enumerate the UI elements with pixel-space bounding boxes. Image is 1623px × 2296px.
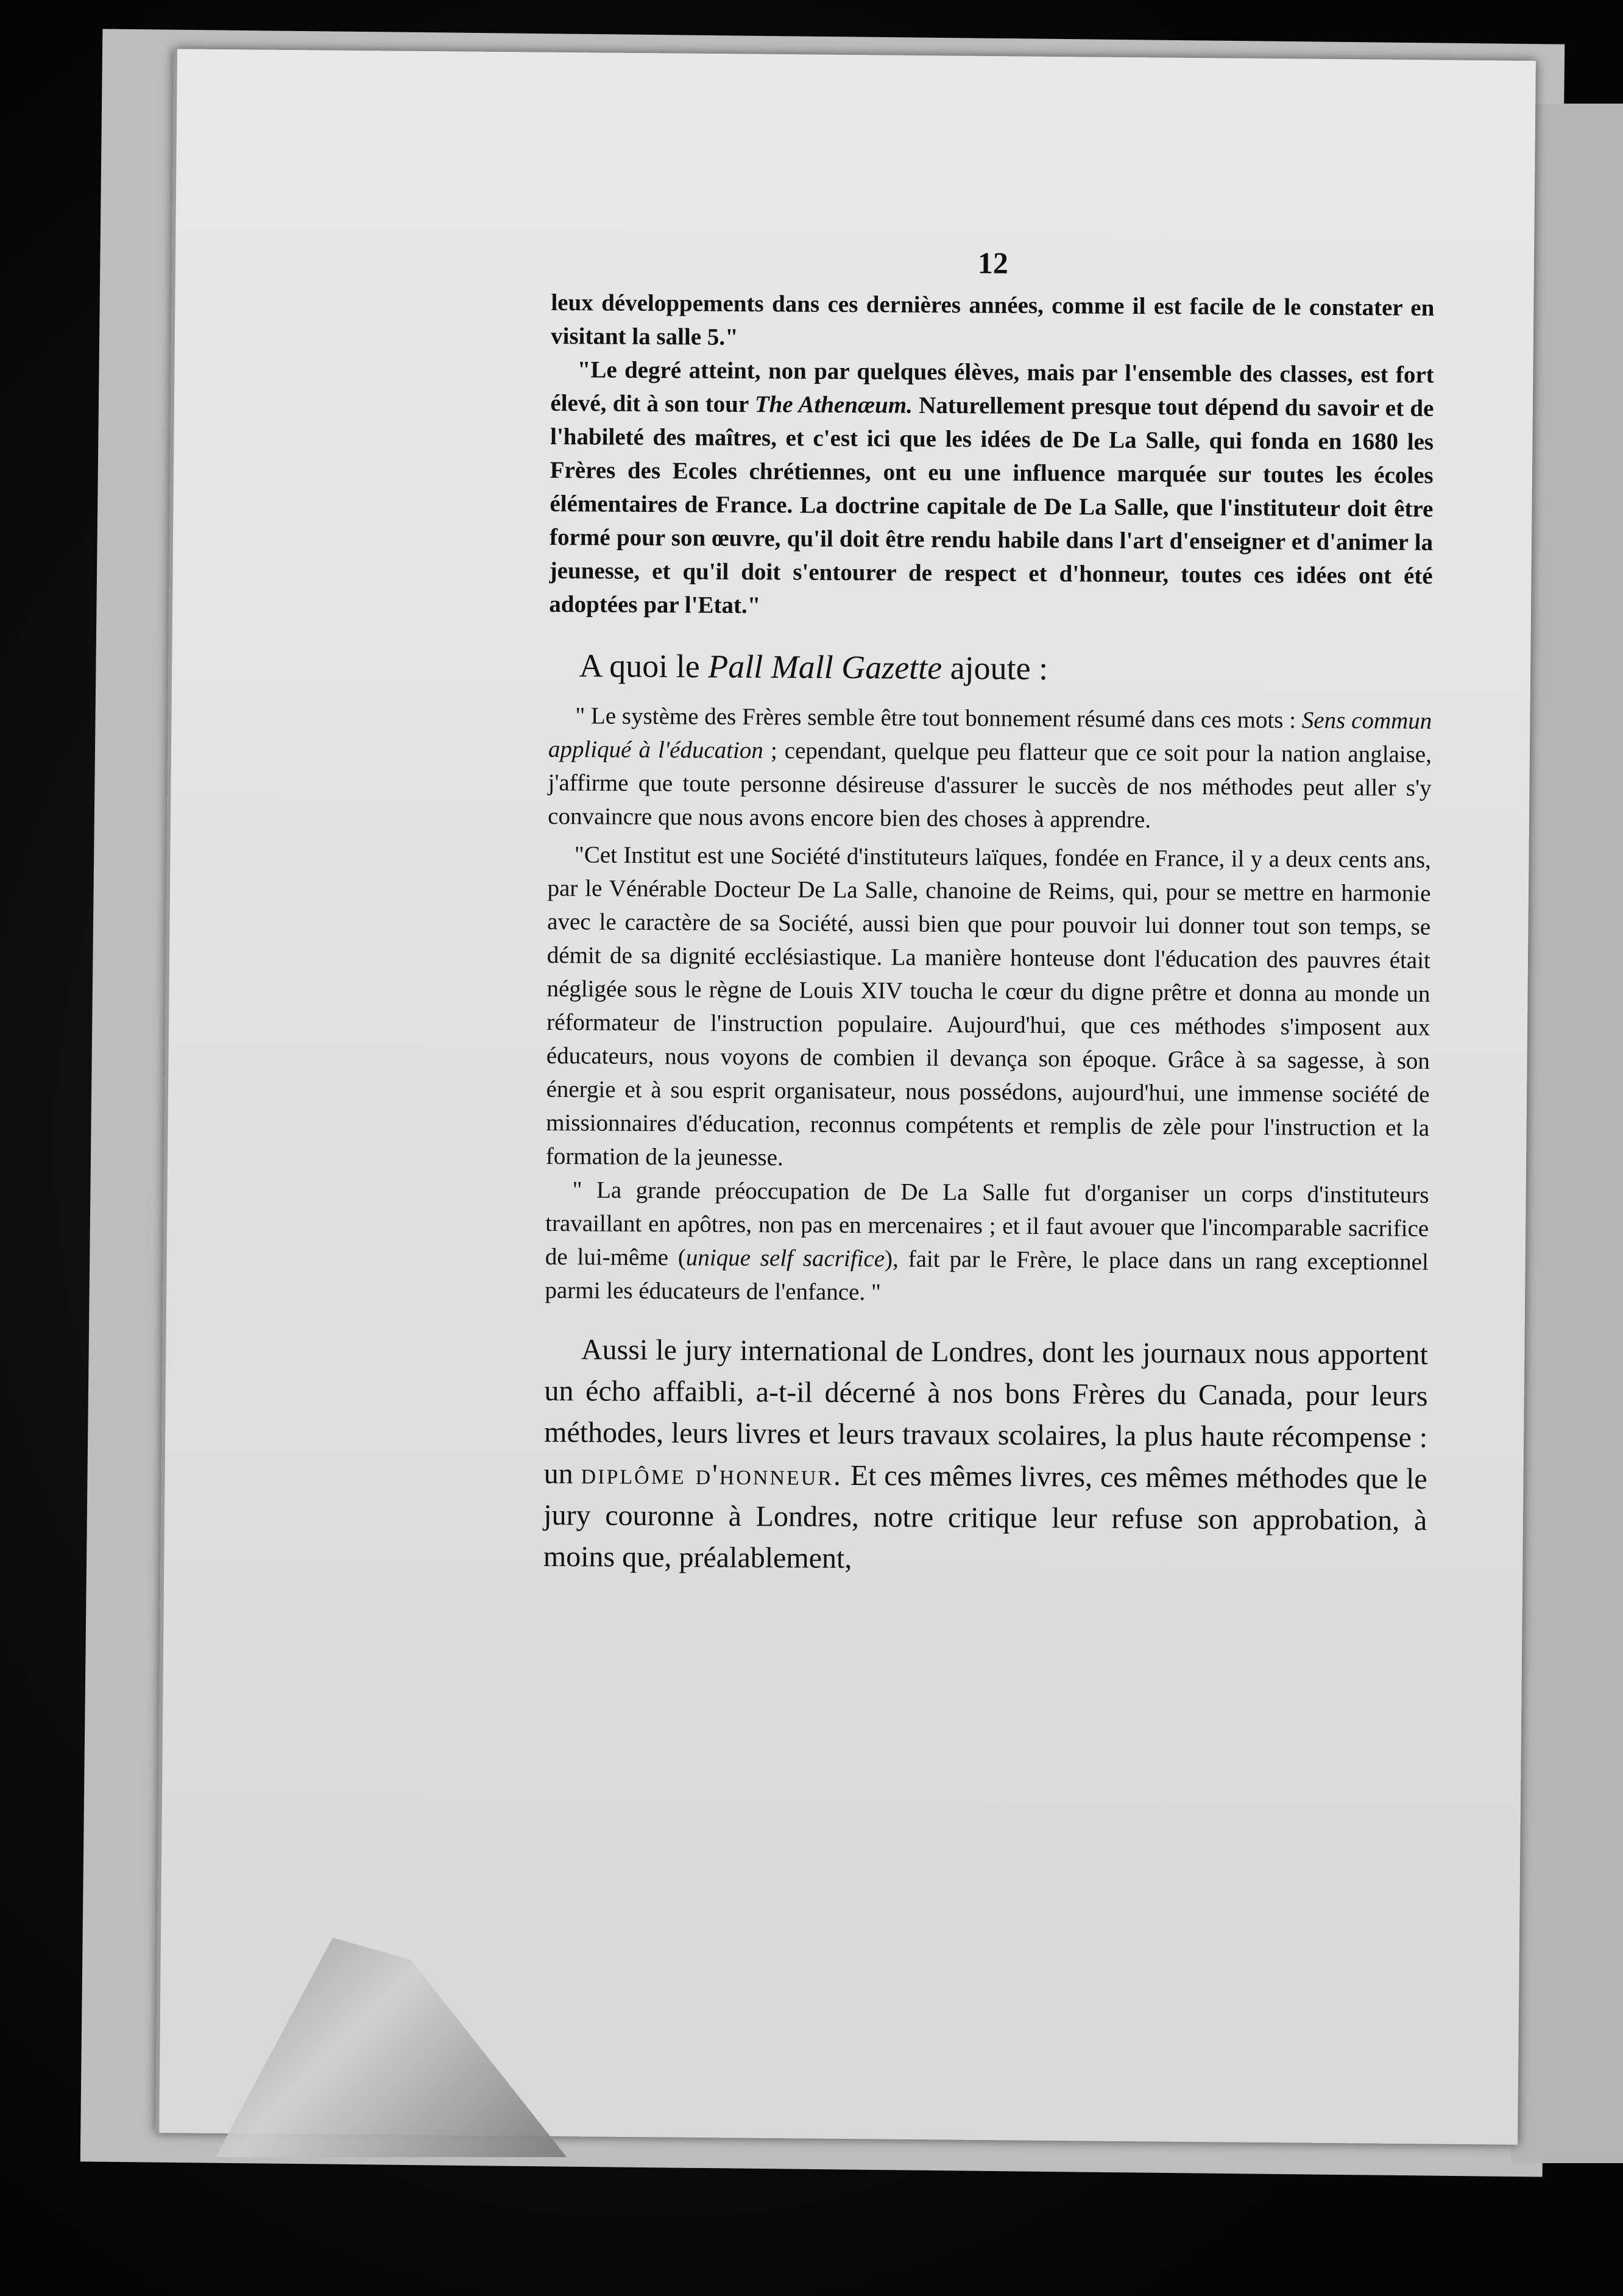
paragraph-continuation: leux développements dans ces dernières années, comme il est facile de le constater en visitant la salle 5." [550, 289, 1435, 350]
page-text [543, 244, 1435, 1583]
publication-title: Pall Mall Gazette [708, 648, 942, 686]
emphasized-phrase: unique self sacrifice [685, 1244, 885, 1272]
paragraph-intro-pall-mall: A quoi le Pall Mall Gazette ajoute : [579, 647, 1048, 687]
paragraph-quote-institut: "Cet Institut est une Société d'instituteurs laïques, fondée en France, il y a deux cents ans, par le Vénérable Docteur De La Salle, chanoine de Reims, qui, pour se mettre en harmonie avec le caractère de sa Société, aussi bien que pour pouvoir lui donner tout son temps, se démit de sa dignité ecclésiastique. La manière honteuse dont l'éducation des pauvres était négligée sous le règne de Louis XIV toucha le cœur du digne prêtre et donna au monde un réformateur de l'instruction populaire. Aujourd'hui, que ces méthodes s'imposent aux éducateurs, nous voyons de combien il devança son époque. Grâce à sa sagesse, à son énergie et à sou esprit organisateur, nous possédons, aujourd'hui, une immense société de missionnaires d'éducation, reconnus compétents et remplis de zèle pour l'instruction et la formation de la jeunesse. [545, 842, 1431, 1171]
emphasized-phrase: Sens commun appliqué à l'éducation [548, 707, 1432, 764]
paragraph-jury-londres: Aussi le jury international de Londres, dont les journaux nous apportent un écho affaibli, a-t-il décerné à nos bons Frères du Canada, pour leurs méthodes, leurs livres et leurs travaux scolaires, la plus haute récompense : un diplôme d'honneur. Et ces mêmes livres, ces mêmes méthodes que le jury couronne à Londres, notre critique leur refuse son approbation, à moins que, préalablement, [543, 1333, 1429, 1575]
page-number: 12 [977, 246, 1008, 280]
small-caps-phrase: diplôme d'honneur. [581, 1458, 843, 1492]
paragraph-quote-preoccupation: " La grande préoccupation de De La Salle fut d'organiser un corps d'instituteurs travaillant en apôtres, non pas en mercenaires ; et il faut avouer que l'incomparable sacrifice de lui-même (unique self sacrifice), fait par le Frère, le place dans un rang exceptionnel parmi les éducateurs de l'enfance. " [545, 1177, 1429, 1306]
publication-title: The Athenæum. [754, 391, 913, 419]
paragraph-athenaeum-quote: "Le degré atteint, non par quelques élèves, mais par l'ensemble des classes, est fort élevé, dit à son tour The Athenæum. Naturellement presque tout dépend du savoir et de l'habileté des maîtres, et c'est ici que les idées de De La Salle, qui fonda en 1680 les Frères des Ecoles chrétiennes, ont eu une influence marquée sur toutes les écoles élémentaires de France. La doctrine capitale de De La Salle, que l'instituteur doit être formé pour son œuvre, qu'il doit être rendu habile dans l'art d'enseigner et d'animer la jeunesse, et qu'il doit s'entourer de respect et d'honneur, toutes ces idées ont été adoptées par l'Etat." [549, 356, 1434, 619]
paragraph-quote-systeme: " Le système des Frères semble être tout bonnement résumé dans ces mots : Sens commun appliqué à l'éducation ; cependant, quelque peu flatteur que ce soit pour la nation anglaise, j'affirme que toute personne désireuse d'assurer le succès de nos méthodes peut aller s'y convaincre que nous avons encore bien des choses à apprendre. [548, 703, 1432, 834]
